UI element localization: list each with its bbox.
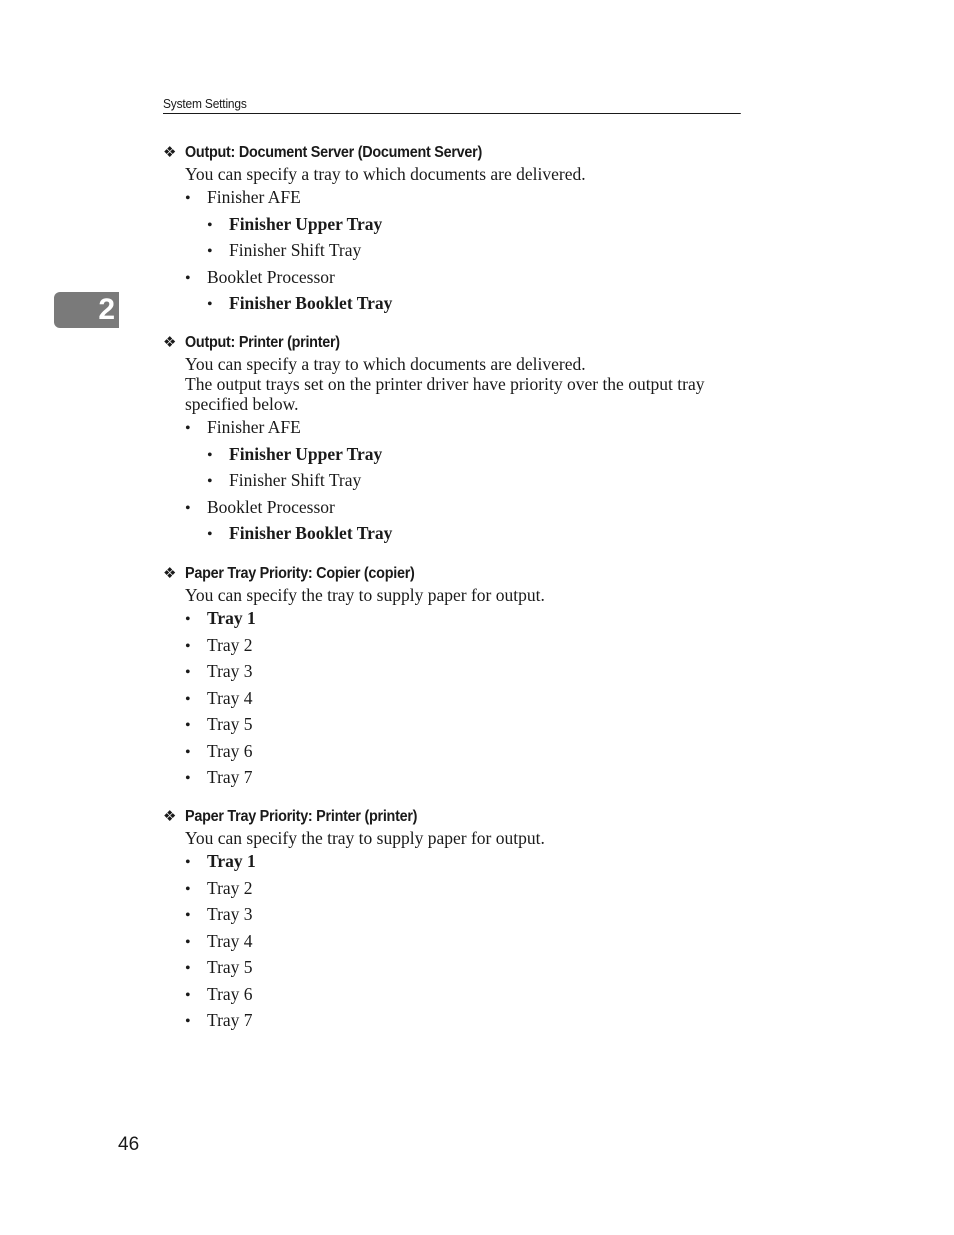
list-item: • Tray 7 xyxy=(185,764,803,791)
running-header-text: System Settings xyxy=(163,96,247,111)
list-item: • Tray 7 xyxy=(185,1007,803,1034)
list-item-default: • Tray 1 xyxy=(185,848,803,875)
section-heading: ❖ Paper Tray Priority: Copier (copier) xyxy=(163,563,803,585)
bullet-icon: • xyxy=(185,664,191,681)
option-list xyxy=(163,184,803,317)
diamond-bullet-icon: ❖ xyxy=(163,808,177,825)
section-heading: ❖ Output: Document Server (Document Server) xyxy=(163,142,803,164)
section-paper-tray-priority-printer xyxy=(163,806,803,1034)
list-item: • Finisher AFE • Finisher Upper Tray • Finisher Shift Tray xyxy=(185,414,803,494)
list-item-default: • Tray 1 xyxy=(185,605,803,632)
section-output-document-server xyxy=(163,142,803,317)
list-item: • Tray 4 xyxy=(185,685,803,712)
page-number: 46 xyxy=(118,1134,140,1155)
diamond-bullet-icon: ❖ xyxy=(163,144,177,161)
tray-list xyxy=(163,848,803,1034)
tray-list xyxy=(163,605,803,791)
section-description: You can specify a tray to which documents are delivered. The output trays set on the printer driver have priority over the output tray specified below. xyxy=(185,354,705,414)
list-item: • Tray 3 xyxy=(185,901,803,928)
bullet-icon: • xyxy=(185,960,191,977)
bullet-icon: • xyxy=(185,1013,191,1030)
list-item: • Tray 2 xyxy=(185,875,803,902)
diamond-bullet-icon: ❖ xyxy=(163,334,177,351)
bullet-icon: • xyxy=(207,296,213,313)
bullet-icon: • xyxy=(185,986,191,1004)
bullet-icon: • xyxy=(185,933,191,951)
section-description: You can specify the tray to supply paper for output. xyxy=(185,828,545,848)
bullet-icon: • xyxy=(185,190,191,207)
list-item: • Tray 5 xyxy=(185,954,803,981)
bullet-icon: • xyxy=(185,269,191,287)
running-header xyxy=(163,96,741,114)
diamond-bullet-icon: ❖ xyxy=(163,565,177,582)
bullet-icon: • xyxy=(207,446,213,464)
section-description: You can specify a tray to which documents are delivered. xyxy=(185,164,586,184)
bullet-icon: • xyxy=(207,216,213,234)
bullet-icon: • xyxy=(185,717,191,734)
list-item: • Tray 3 xyxy=(185,658,803,685)
list-item: • Finisher Shift Tray xyxy=(207,237,803,264)
list-item: • Tray 4 xyxy=(185,928,803,955)
list-item: • Finisher AFE • Finisher Upper Tray • Finisher Shift Tray xyxy=(185,184,803,264)
bullet-icon: • xyxy=(185,690,191,708)
bullet-icon: • xyxy=(185,420,191,437)
bullet-icon: • xyxy=(185,907,191,924)
list-item: • Booklet Processor • Finisher Booklet Tray xyxy=(185,264,803,317)
list-item: • Tray 2 xyxy=(185,632,803,659)
bullet-icon: • xyxy=(185,499,191,517)
section-description: You can specify the tray to supply paper for output. xyxy=(185,585,545,605)
list-item: • Tray 5 xyxy=(185,711,803,738)
bullet-icon: • xyxy=(207,243,213,260)
chapter-tab: 2 xyxy=(54,292,119,328)
list-item-default: • Finisher Upper Tray xyxy=(207,211,803,238)
list-item: • Finisher Shift Tray xyxy=(207,467,803,494)
bullet-icon: • xyxy=(185,637,191,655)
bullet-icon: • xyxy=(185,611,191,628)
bullet-icon: • xyxy=(185,880,191,898)
section-heading: ❖ Paper Tray Priority: Printer (printer) xyxy=(163,806,803,828)
bullet-icon: • xyxy=(185,743,191,761)
section-heading: ❖ Output: Printer (printer) xyxy=(163,332,803,354)
list-item: • Tray 6 xyxy=(185,738,803,765)
section-output-printer xyxy=(163,332,803,547)
section-paper-tray-priority-copier xyxy=(163,563,803,791)
option-list xyxy=(163,414,803,547)
list-item: • Tray 6 xyxy=(185,981,803,1008)
bullet-icon: • xyxy=(185,770,191,787)
list-item-default: • Finisher Booklet Tray xyxy=(207,520,803,547)
bullet-icon: • xyxy=(207,526,213,543)
list-item-default: • Finisher Booklet Tray xyxy=(207,290,803,317)
list-item-default: • Finisher Upper Tray xyxy=(207,441,803,468)
bullet-icon: • xyxy=(185,854,191,871)
list-item: • Booklet Processor • Finisher Booklet Tray xyxy=(185,494,803,547)
bullet-icon: • xyxy=(207,473,213,490)
